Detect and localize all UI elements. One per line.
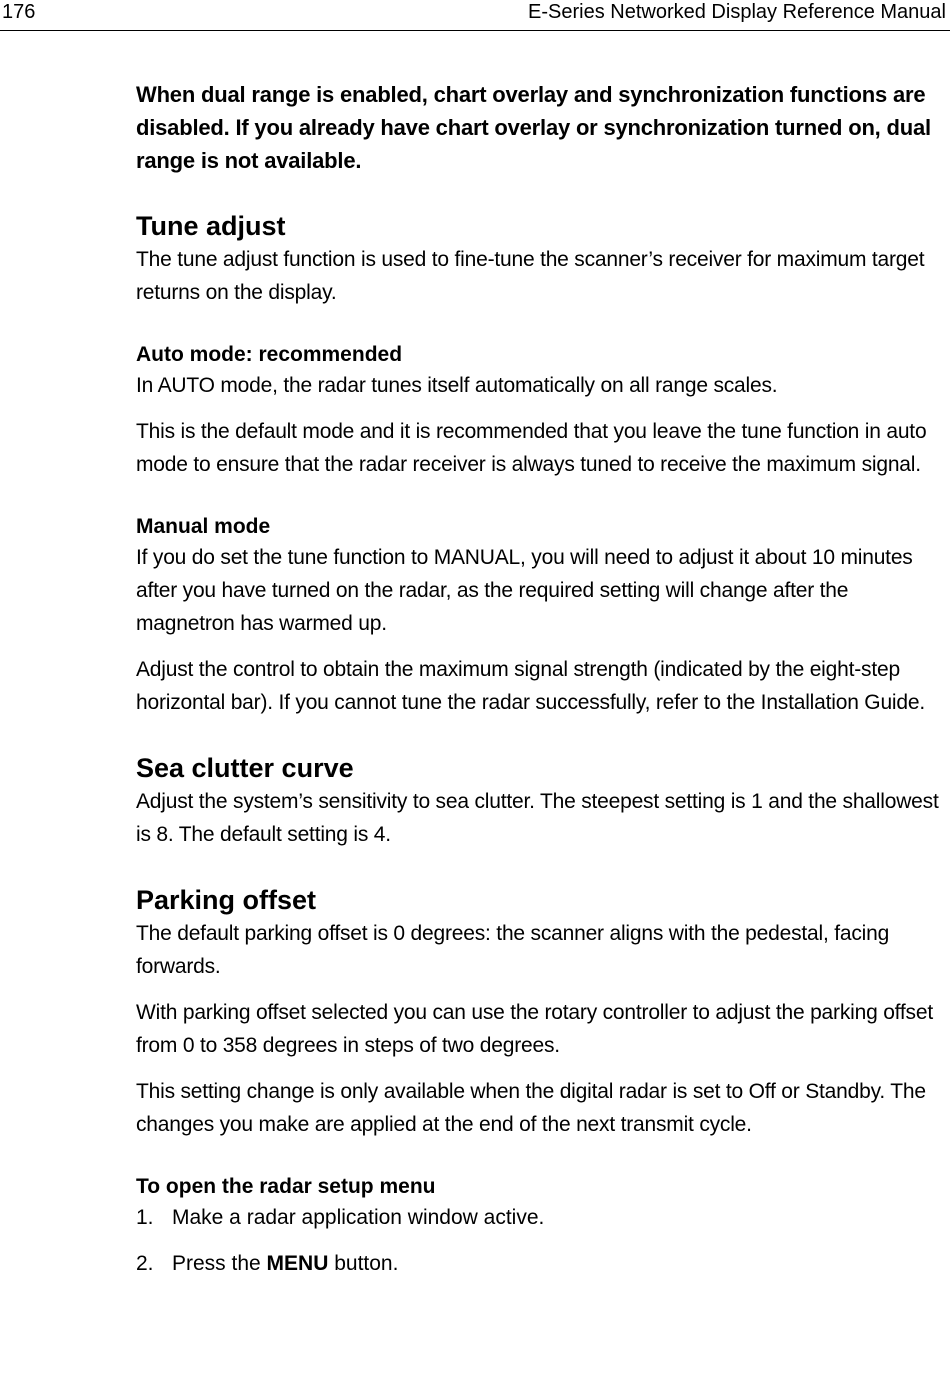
procedure-steps — [136, 1201, 946, 1280]
running-title: E-Series Networked Display Reference Manual — [528, 1, 946, 23]
auto-mode-paragraph-2: This is the default mode and it is recommended that you leave the tune function in auto mode to ensure that the radar receiver is always tuned to receive the maximum signal. — [136, 420, 927, 476]
page-number: 176 — [2, 1, 36, 23]
step-text: Make a radar application window active. — [172, 1206, 545, 1229]
menu-key-label: MENU — [266, 1252, 329, 1275]
parking-offset-paragraph-1: The default parking offset is 0 degrees: the scanner aligns with the pedestal, facing forwards. — [136, 922, 890, 978]
page-content — [136, 78, 946, 1280]
sea-clutter-heading: Sea clutter curve — [136, 753, 354, 783]
step-text-post: button. — [328, 1252, 399, 1275]
step-text-pre: Press the — [172, 1252, 267, 1275]
step-number: 1. — [136, 1206, 154, 1229]
parking-offset-paragraph-2: With parking offset selected you can use the rotary controller to adjust the parking offset from 0 to 358 degrees in steps of two degrees. — [136, 1001, 933, 1057]
sea-clutter-paragraph: Adjust the system’s sensitivity to sea clutter. The steepest setting is 1 and the shallowest is 8. The default setting is 4. — [136, 790, 939, 846]
step-number: 2. — [136, 1252, 154, 1275]
parking-offset-heading: Parking offset — [136, 885, 317, 915]
manual-mode-paragraph-1: If you do set the tune function to MANUAL, you will need to adjust it about 10 minutes after you have turned on the radar, as the required setting will change after the magnetron has warmed up. — [136, 546, 913, 635]
procedure-step — [136, 1201, 946, 1234]
manual-mode-paragraph-2: Adjust the control to obtain the maximum signal strength (indicated by the eight-step horizontal bar). If you cannot tune the radar successfully, refer to the Installation Guide. — [136, 658, 925, 714]
tune-adjust-heading: Tune adjust — [136, 211, 286, 241]
dual-range-note: When dual range is enabled, chart overlay and synchronization functions are disabled. If you already have chart overlay or synchronization turned on, dual range is not available. — [136, 82, 931, 173]
procedure-step — [136, 1247, 946, 1280]
parking-offset-paragraph-3: This setting change is only available when the digital radar is set to Off or Standby. The changes you make are applied at the end of the next transmit cycle. — [136, 1080, 926, 1136]
manual-mode-heading: Manual mode — [136, 515, 271, 538]
auto-mode-heading: Auto mode: recommended — [136, 343, 403, 366]
auto-mode-paragraph-1: In AUTO mode, the radar tunes itself automatically on all range scales. — [136, 374, 778, 397]
page-header — [0, 0, 950, 31]
tune-adjust-intro: The tune adjust function is used to fine-tune the scanner’s receiver for maximum target returns on the display. — [136, 248, 925, 304]
procedure-heading: To open the radar setup menu — [136, 1175, 436, 1198]
